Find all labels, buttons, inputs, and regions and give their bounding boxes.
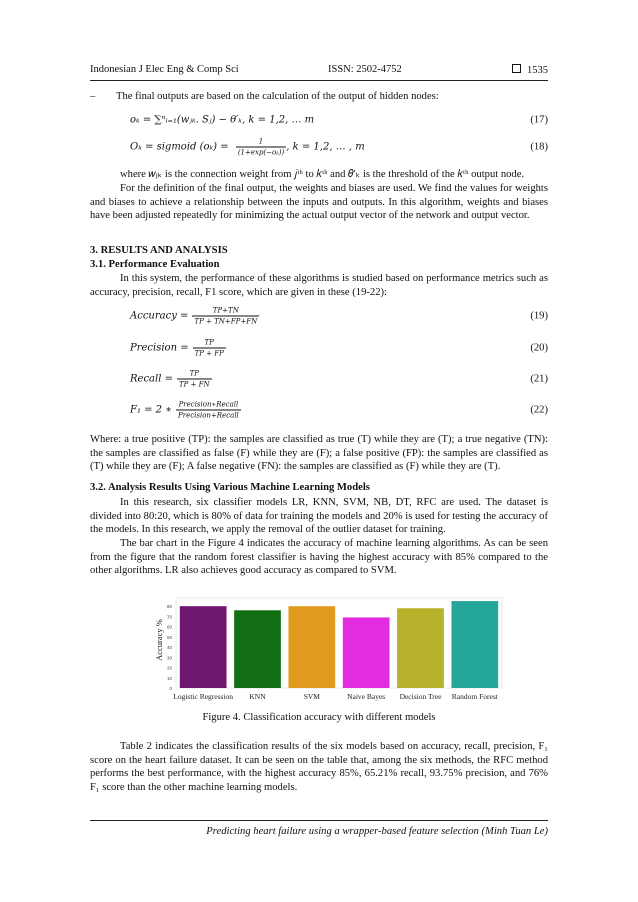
equation-22-fraction: $\frac{\text{𝑃𝑟𝑒𝑐𝑖𝑠𝑖𝑜𝑛∗𝑅𝑒𝑐𝑎𝑙𝑙}}{\text{𝑃𝑟𝑒𝑐𝑖𝑠𝑖𝑜𝑛+𝑅𝑒𝑐𝑎𝑙𝑙}}$: [178, 400, 239, 420]
equation-19-number: (19): [530, 310, 548, 322]
equation-21-lhs: 𝑅𝑒𝑐𝑎𝑙𝑙 =: [130, 373, 173, 385]
x-tick-label: SVM: [303, 692, 320, 701]
x-tick-label: Logistic Regression: [173, 692, 234, 701]
equation-20: [130, 336, 548, 360]
checkbox-glyph-icon: [512, 64, 521, 73]
running-header: [90, 64, 548, 80]
page-number-block: [512, 64, 548, 76]
y-tick-label: 30: [166, 655, 172, 661]
equation-18: [130, 135, 548, 159]
equation-21: [130, 367, 548, 391]
dash-bullet: –: [90, 91, 96, 102]
equation-17-body: 𝑜ₖ = ∑ⁿᵢ₌₁(𝑤ⱼₖ. 𝑆ⱼ) − 𝜃′ₖ, 𝑘 = 1,2, … 𝑚: [130, 114, 315, 126]
equation-17: [130, 108, 548, 132]
bar-knn: [234, 610, 281, 688]
y-tick-label: 20: [166, 665, 172, 671]
y-tick-label: 80: [166, 604, 172, 610]
equation-19-lhs: 𝐴𝑐𝑐𝑢𝑟𝑎𝑐𝑦 =: [130, 310, 189, 322]
running-footer: Predicting heart failure using a wrapper-based feature selection (Minh Tuan Le): [206, 826, 548, 837]
y-tick-label: 50: [166, 634, 172, 640]
equation-19: [130, 304, 548, 328]
equation-21-fraction: $\frac{TP}{\text{𝑇𝑃 + 𝐹𝑁}}$: [178, 369, 210, 389]
y-tick-label: 0: [169, 686, 172, 691]
equation-21-number: (21): [530, 373, 548, 385]
section-heading-3-2: 3.2. Analysis Results Using Various Machine Learning Models: [90, 482, 370, 493]
equation-20-lhs: 𝑃𝑟𝑒𝑐𝑖𝑠𝑖𝑜𝑛 =: [130, 342, 189, 354]
equation-17-number: (17): [530, 114, 548, 126]
paragraph-table: Table 2 indicates the classification results of the six models based on accuracy, recall, precision, F₁ score on the heart failure dataset. It can be seen on the table that, among the six methods, the RFC method performs the best performance, with the highest accuracy 85%, 65.21% recall, 93.75% precision, and 76% F₁ score than the other machine learning models.: [90, 741, 548, 793]
figure-caption: Figure 4. Classification accuracy with different models: [202, 712, 436, 723]
section-heading-3-1: 3.1. Performance Evaluation: [90, 259, 220, 270]
x-tick-label: Naive Bayes: [347, 692, 386, 701]
equation-19-fraction: $\frac{\text{𝑇𝑃+𝑇𝑁}}{\text{𝑇𝑃 + 𝑇𝑁+𝐹𝑃+𝐹𝑁}}$: [194, 306, 258, 326]
equation-18-fraction: $\frac{1}{\text{(1+exp(−𝑜ₖ))}}$: [237, 137, 285, 157]
bullet-item: [90, 90, 548, 104]
bar-svm: [288, 606, 335, 688]
x-tick-label: Decision Tree: [399, 692, 442, 701]
x-tick-label: KNN: [249, 692, 266, 701]
bar-naive-bayes: [343, 617, 390, 688]
bar-decision-tree: [397, 608, 444, 688]
y-tick-label: 10: [166, 675, 172, 681]
y-tick-label: 40: [166, 645, 172, 651]
equation-20-number: (20): [530, 342, 548, 354]
y-tick-label: 70: [166, 614, 172, 620]
paragraph-models: In this research, six classifier models LR, KNN, SVM, NB, DT, RFC are used. The dataset is divided into 80:20, which is 80% of data for training the models and 20% is used for testing the accuracy of the models. In this research, we apply the removal of the outlier dataset for training.: [90, 497, 548, 536]
section-heading-3: 3. RESULTS AND ANALYSIS: [90, 245, 228, 256]
bullet-text: The final outputs are based on the calculation of the output of hidden nodes:: [116, 91, 439, 102]
equation-22-number: (22): [530, 404, 548, 416]
paragraph-performance: In this system, the performance of these algorithms is studied based on performance metrics such as accuracy, precision, recall, F1 score, which are given in these (19-22):: [90, 273, 548, 298]
issn: ISSN: 2502-4752: [328, 64, 402, 75]
page-number: 1535: [527, 65, 548, 76]
accuracy-bar-chart: [150, 594, 510, 706]
equation-18-lhs: 𝑂ₖ = 𝑠𝑖𝑔𝑚𝑜𝑖𝑑 (𝑜ₖ) =: [130, 141, 229, 153]
footer-rule: [90, 820, 548, 821]
header-rule: [90, 80, 548, 81]
y-axis-label: Accuracy %: [154, 619, 164, 661]
journal-name: Indonesian J Elec Eng & Comp Sci: [90, 64, 239, 75]
paragraph-bar-chart: The bar chart in the Figure 4 indicates the accuracy of machine learning algorithms. As can be seen from the figure that the random forest classifier is having the highest accuracy with 85% compared to the other algorithms. LR also achieves good accuracy as compared to SVM.: [90, 538, 548, 577]
equation-18-rhs: , 𝑘 = 1,2, … , 𝑚: [286, 141, 365, 153]
paragraph-where: where 𝑤ⱼₖ is the connection weight from 𝑗ᵗʰ to 𝑘ᵗʰ and 𝜃′ₖ is the threshold of the 𝑘ᵗʰ output node.: [120, 169, 525, 180]
paragraph-definitions: Where: a true positive (TP): the samples are classified as true (T) while they are (T); a true negative (TN): the samples are classified as false (F) while they are (F); a false positive (FP): the samples are classified as (T) while they are (F); A false negative (FN): the samples are classified as (F) while they are (T).: [90, 434, 548, 473]
paragraph-definition: For the definition of the final output, the weights and biases are used. We find the values for weights and biases to achieve a relationship between the inputs and outputs. In this algorithm, weights and biases have been adjusted repeatedly for minimizing the actual output vector of the network and output vector.: [90, 183, 548, 222]
x-tick-label: Random Forest: [451, 692, 498, 701]
equation-20-fraction: $\frac{TP}{\text{𝑇𝑃 + 𝐹𝑃}}$: [194, 338, 224, 358]
equation-22: [130, 398, 548, 422]
bar-random-forest: [451, 601, 498, 688]
bar-logistic-regression: [180, 606, 227, 688]
equation-18-number: (18): [530, 141, 548, 153]
equation-22-lhs: 𝐹₁ = 2 ∗: [130, 404, 173, 416]
y-tick-label: 60: [166, 624, 172, 630]
